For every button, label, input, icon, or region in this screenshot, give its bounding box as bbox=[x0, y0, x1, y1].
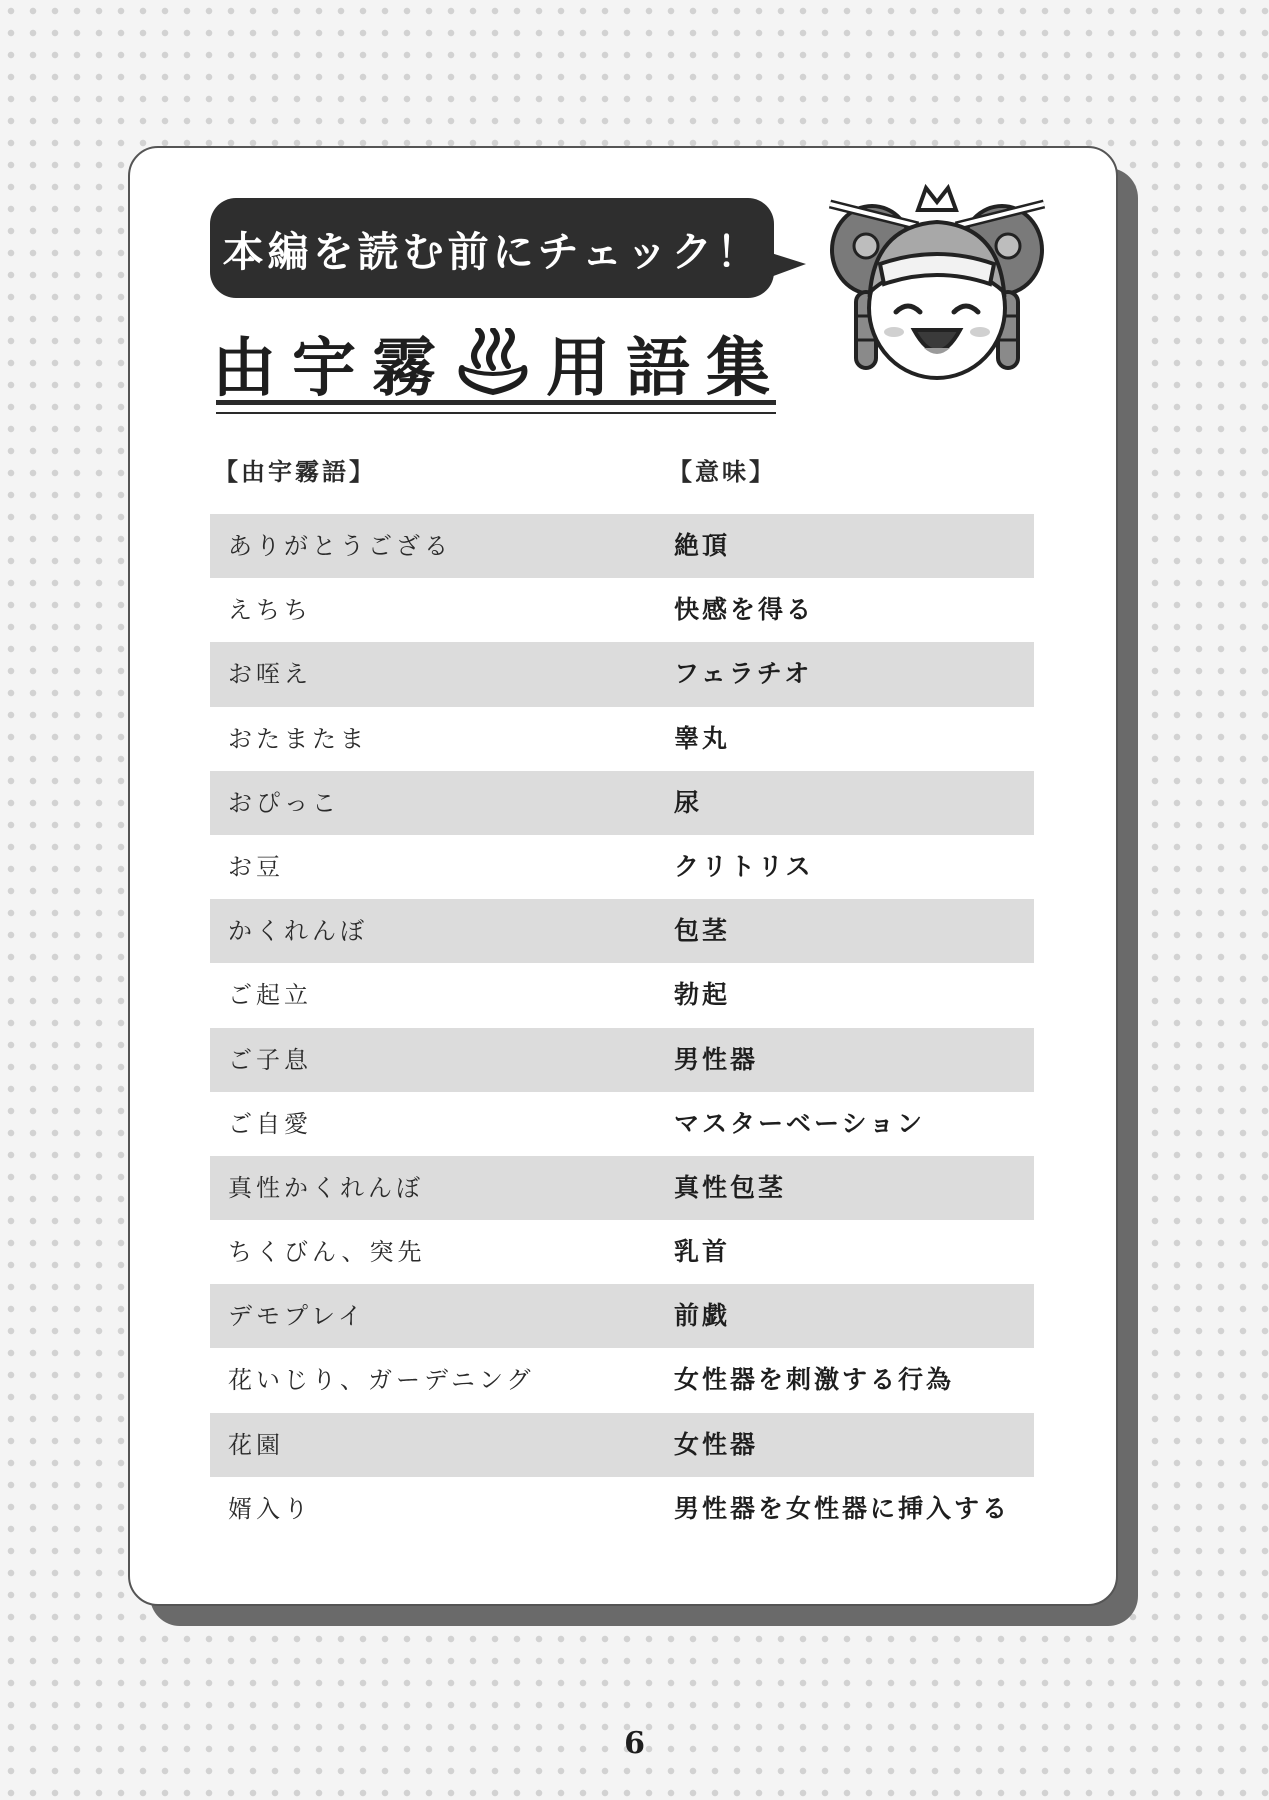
glossary-term: 真性かくれんぼ bbox=[228, 1173, 424, 1202]
table-row bbox=[210, 578, 1034, 642]
speech-bubble-text: 本編を読む前にチェック！ bbox=[222, 227, 762, 276]
glossary-meaning: 睾丸 bbox=[674, 723, 731, 753]
glossary-term: おたまたま bbox=[228, 724, 368, 753]
table-row bbox=[210, 642, 1034, 706]
glossary-meaning: クリトリス bbox=[674, 851, 814, 881]
table-row bbox=[210, 1092, 1034, 1156]
glossary-meaning: フェラチオ bbox=[674, 659, 813, 689]
table-row bbox=[210, 899, 1034, 963]
glossary-table bbox=[210, 514, 1034, 1541]
table-row bbox=[210, 1028, 1034, 1092]
term-column-header: 【由宇霧語】 bbox=[214, 458, 376, 486]
glossary-term: ご自愛 bbox=[228, 1109, 312, 1138]
glossary-term: デモプレイ bbox=[228, 1302, 366, 1331]
mascot-character-icon bbox=[826, 180, 1048, 406]
glossary-meaning: マスターベーション bbox=[674, 1108, 926, 1138]
glossary-term: ご子息 bbox=[228, 1045, 312, 1074]
table-row bbox=[210, 1284, 1034, 1348]
meaning-column-header: 【意味】 bbox=[668, 458, 776, 486]
glossary-meaning: 尿 bbox=[674, 787, 703, 817]
hot-spring-icon bbox=[454, 328, 532, 398]
glossary-meaning: 快感を得る bbox=[674, 595, 815, 625]
glossary-meaning: 乳首 bbox=[674, 1237, 731, 1267]
speech-bubble bbox=[210, 198, 774, 298]
glossary-meaning: 女性器 bbox=[674, 1429, 759, 1459]
table-row bbox=[210, 771, 1034, 835]
glossary-term: ご起立 bbox=[228, 981, 312, 1010]
table-row bbox=[210, 1156, 1034, 1220]
glossary-term: 花いじり、ガーデニング bbox=[228, 1366, 535, 1395]
table-row bbox=[210, 963, 1034, 1027]
glossary-meaning: 包茎 bbox=[674, 916, 731, 946]
glossary-term: かくれんぼ bbox=[228, 917, 368, 946]
table-row bbox=[210, 707, 1034, 771]
glossary-term: おぴっこ bbox=[228, 788, 340, 817]
table-row bbox=[210, 1348, 1034, 1412]
page-title-part-1: 由宇霧 bbox=[212, 331, 452, 406]
glossary-meaning: 勃起 bbox=[674, 980, 731, 1010]
glossary-term: えちち bbox=[228, 596, 312, 625]
table-row bbox=[210, 1477, 1034, 1541]
page-title bbox=[212, 318, 786, 408]
table-row bbox=[210, 1220, 1034, 1284]
glossary-meaning: 絶頂 bbox=[674, 531, 731, 560]
glossary-meaning: 真性包茎 bbox=[674, 1172, 787, 1202]
table-row bbox=[210, 1413, 1034, 1477]
glossary-meaning: 男性器 bbox=[674, 1044, 759, 1074]
glossary-term: 婿入り bbox=[228, 1494, 312, 1523]
page-number: 6 bbox=[624, 1726, 645, 1761]
table-row bbox=[210, 835, 1034, 899]
glossary-term: ありがとうござる bbox=[228, 532, 452, 560]
table-row bbox=[210, 514, 1034, 578]
glossary-meaning: 女性器を刺激する行為 bbox=[674, 1365, 955, 1395]
page-title-part-2: 用語集 bbox=[546, 331, 786, 406]
speech-bubble-tail bbox=[768, 252, 806, 278]
glossary-term: お咥え bbox=[228, 660, 312, 689]
glossary-term: ちくびん、突先 bbox=[228, 1238, 426, 1267]
title-underline bbox=[216, 400, 776, 414]
glossary-meaning: 前戯 bbox=[674, 1301, 731, 1331]
glossary-meaning: 男性器を女性器に挿入する bbox=[674, 1493, 1011, 1523]
glossary-term: 花園 bbox=[228, 1430, 284, 1459]
glossary-term: お豆 bbox=[228, 852, 284, 881]
